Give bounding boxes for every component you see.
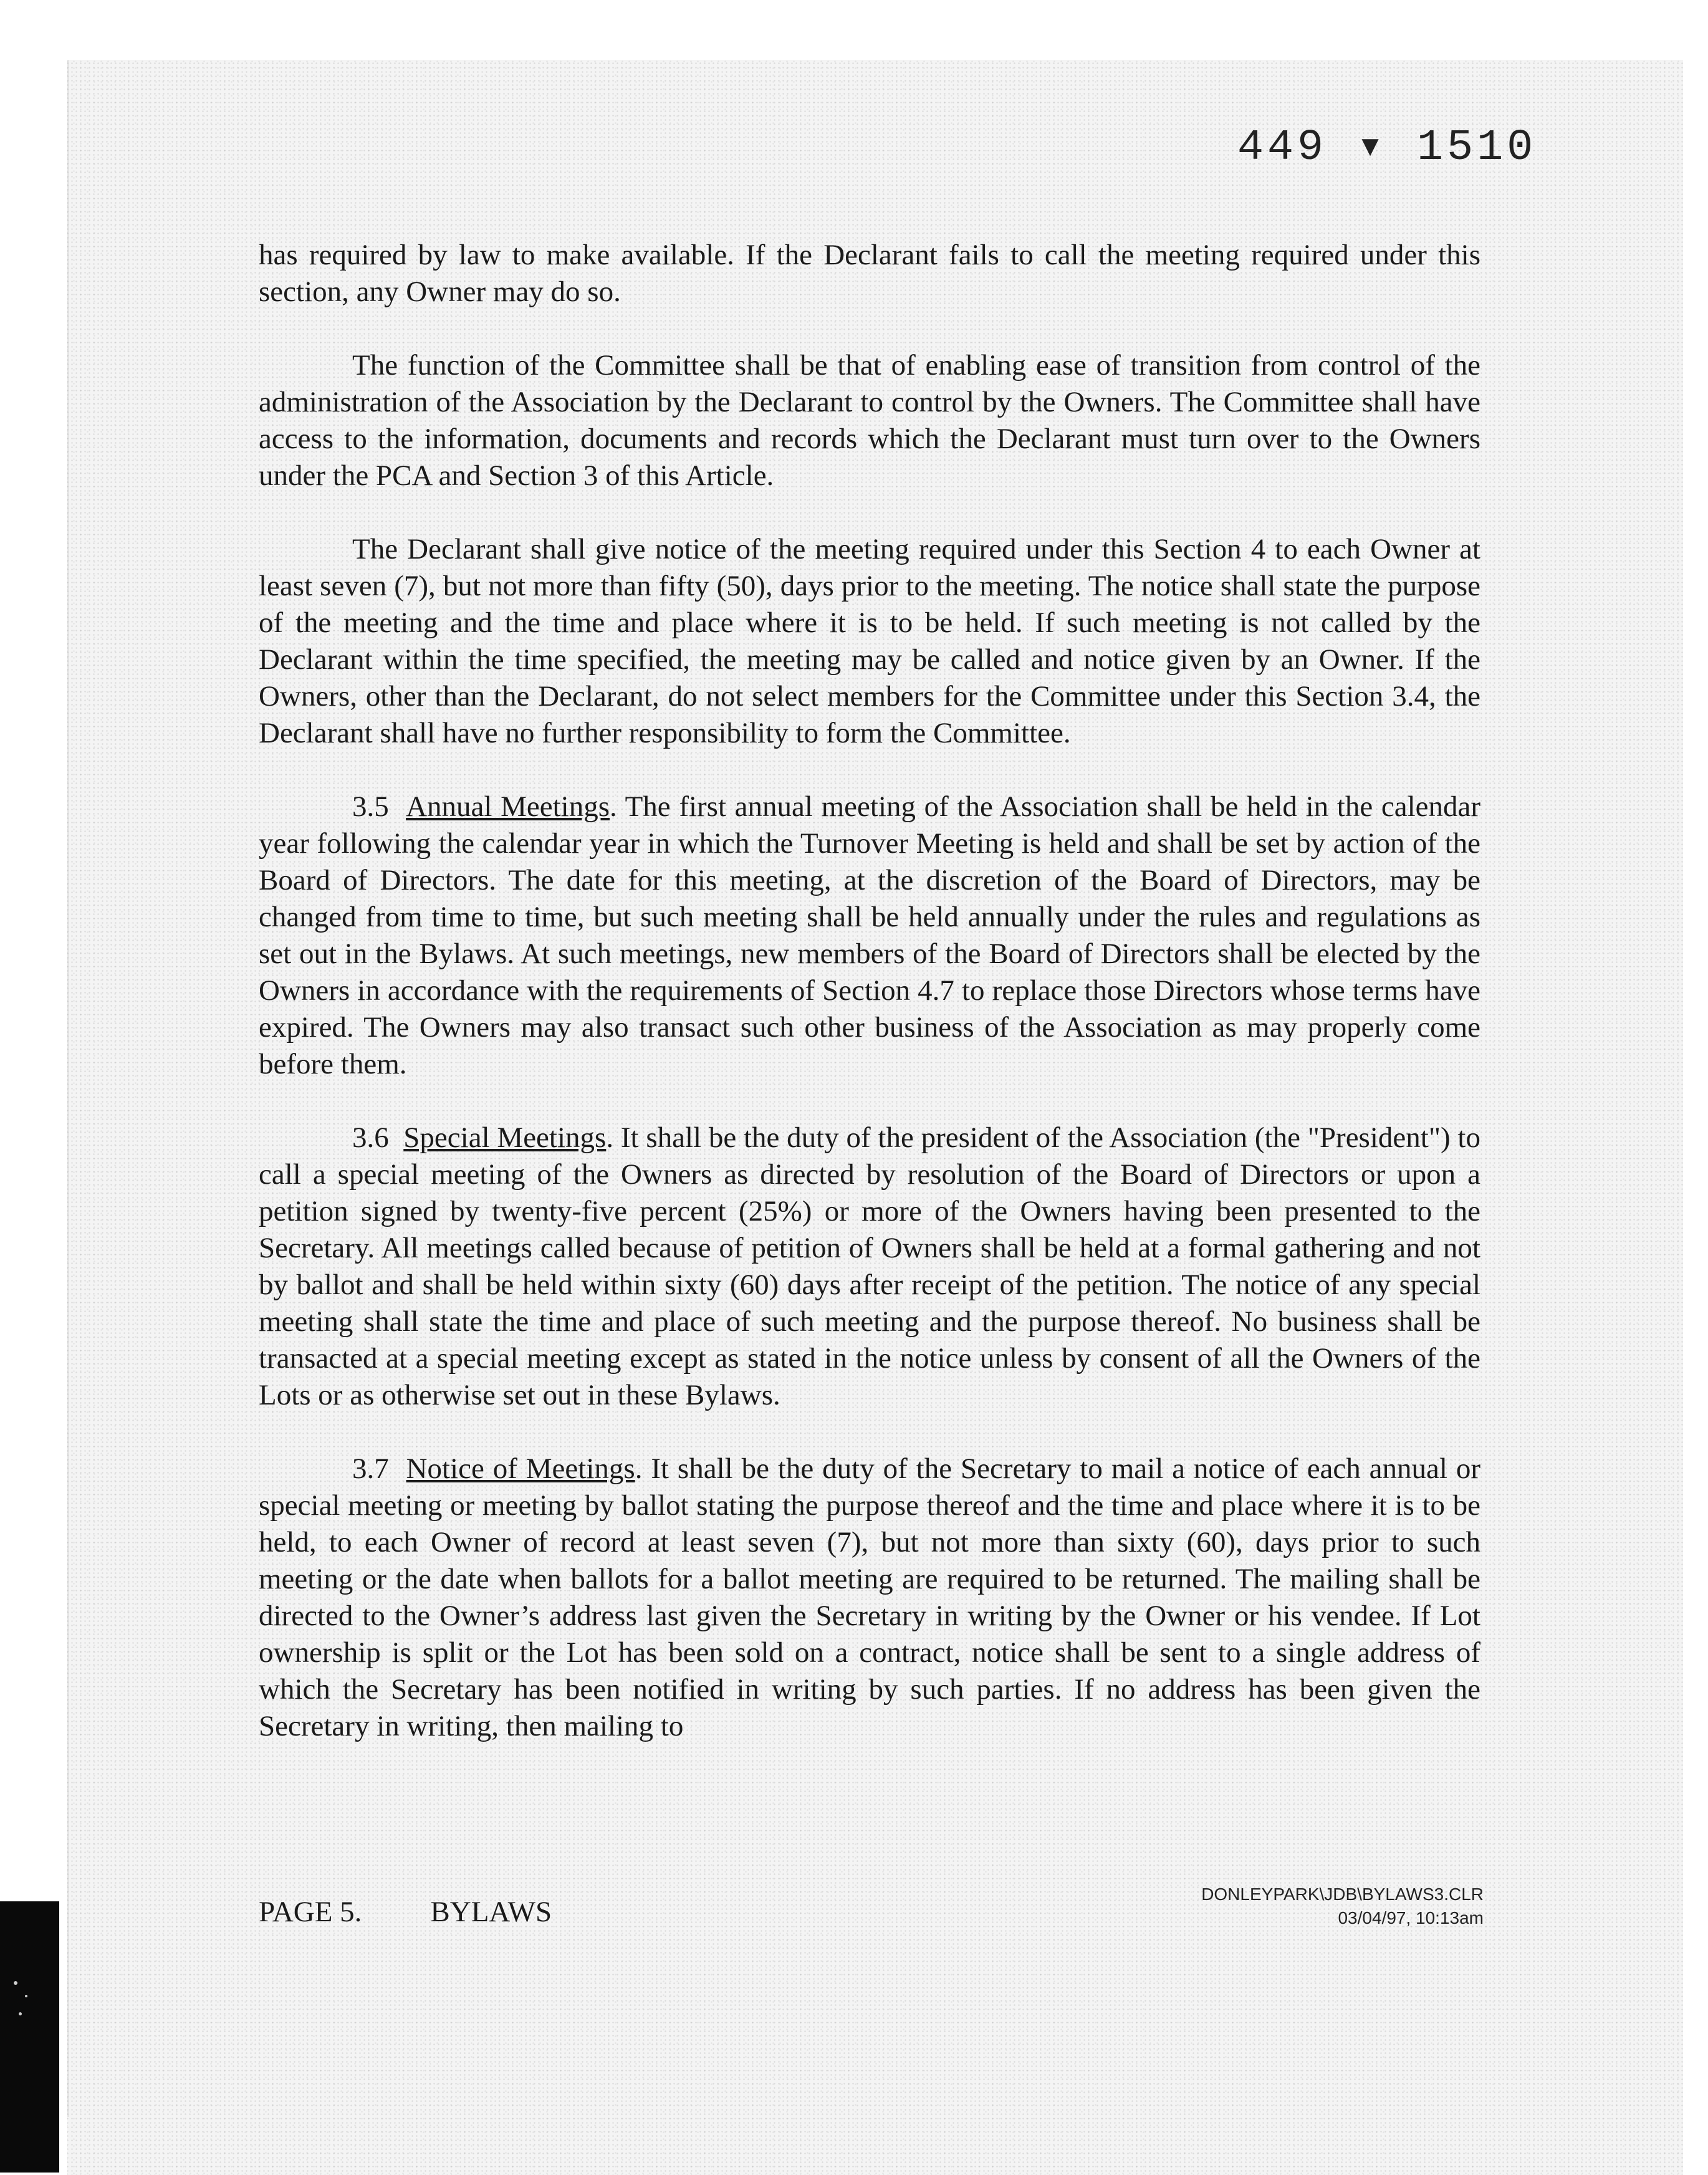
paragraph-declarant-notice: The Declarant shall give notice of the meeting required under this Section 4 to each Owner at least seven (7), but not more than fifty (50), days prior to the meeting. The notice shall state the purpose of the meeting and the time and place where it is to be held. If such meeting is not called by the Declarant within the time specified, the meeting may be called and notice given by an Owner. If the Owners, other than the Declarant, do not select members for the Committee under this Section 3.4, the Declarant shall have no further responsibility to form the Committee.	[259, 533, 1480, 749]
footer-doc-title: BYLAWS	[430, 1896, 552, 1928]
section-annual-meetings	[259, 789, 1480, 1083]
paragraph-committee-function: The function of the Committee shall be that of enabling ease of transition from control of the administration of the Association by the Declarant to control by the Owners. The Committee shall have access to the information, documents and records which the Declarant must turn over to the Owners under the PCA and Section 3 of this Article.	[259, 349, 1480, 492]
section-text: . It shall be the duty of the president of the Association (the "President") to call a special meeting of the Owners as directed by resolution of the Board of Directors or upon a petition signed by twenty-five percent (25%) or more of the Owners having been presented to the Secretary. All meetings called because of petition of Owners shall be held at a formal gathering and not by ballot and shall be held within sixty (60) days after receipt of the petition. The notice of any special meeting shall state the time and place of such meeting and the purpose thereof. No business shall be transacted at a special meeting except as stated in the notice unless by consent of all the Owners of the Lots or as otherwise set out in these Bylaws.	[259, 1121, 1480, 1411]
document-body	[259, 237, 1480, 1782]
footer-page-label: PAGE 5.	[259, 1896, 362, 1928]
footer-timestamp: 03/04/97, 10:13am	[1338, 1908, 1484, 1928]
section-special-meetings	[259, 1120, 1480, 1414]
paragraph-continuation: has required by law to make available. If the Declarant fails to call the meeting required under this section, any Owner may do so.	[259, 239, 1480, 308]
left-margin	[0, 0, 67, 2175]
footer-file-path: DONLEYPARK\JDB\BYLAWS3.CLR	[1201, 1885, 1484, 1904]
section-number: 3.5	[352, 790, 389, 823]
section-heading: Notice of Meetings	[406, 1452, 635, 1485]
section-heading: Special Meetings	[403, 1121, 607, 1154]
section-text: . It shall be the duty of the Secretary to mail a notice of each annual or special meeting or meeting by ballot stating the purpose thereof and the time and place where it is to be held, to each Owner of record at least seven (7), but not more than sixty (60), days prior to such meeting or the date when ballots for a ballot meeting are required to be returned. The mailing shall be directed to the Owner’s address last given the Secretary in writing by the Owner or his vendee. If Lot ownership is split or the Lot has been sold on a contract, notice shall be sent to a single address of which the Secretary has been notified in writing by such parties. If no address has been given the Secretary in writing, then mailing to	[259, 1452, 1480, 1742]
scan-edge-line	[67, 60, 69, 2117]
scan-binding-mark	[0, 1901, 59, 2173]
section-notice-of-meetings	[259, 1451, 1480, 1745]
right-margin	[1683, 0, 1708, 2175]
section-text: . The first annual meeting of the Association shall be held in the calendar year following the calendar year in which the Turnover Meeting is held and shall be set by action of the Board of Directors. The date for this meeting, at the discretion of the Board of Directors, may be changed from time to time, but such meeting shall be held annually under the rules and regulations as set out in the Bylaws. At such meetings, new members of the Board of Directors shall be elected by the Owners in accordance with the requirements of Section 4.7 to replace those Directors whose terms have expired. The Owners may also transact such other business of the Association as may properly come before them.	[259, 790, 1481, 1080]
top-margin	[0, 0, 1708, 60]
footer-page-info	[259, 1895, 552, 1929]
recording-page-number: 449 ▾ 1510	[1237, 123, 1537, 173]
section-number: 3.6	[352, 1121, 389, 1154]
section-heading: Annual Meetings	[406, 790, 610, 823]
footer-file-info	[1122, 1883, 1484, 1930]
section-number: 3.7	[352, 1452, 389, 1485]
